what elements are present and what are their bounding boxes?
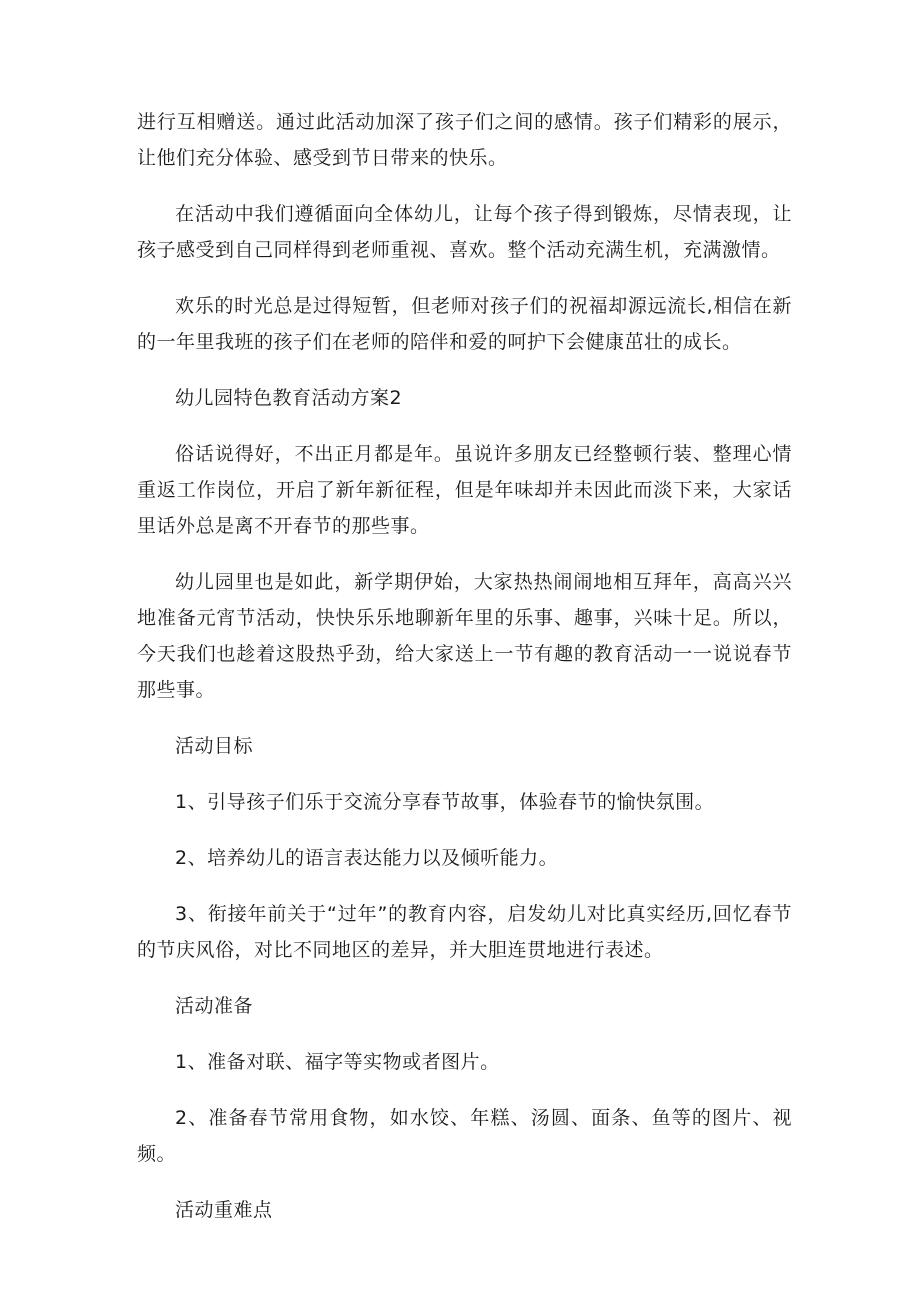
heading-key-difficulties: 活动重难点 <box>175 1199 273 1221</box>
paragraph-1: 进行互相赠送。通过此活动加深了孩子们之间的感情。孩子们精彩的展示，让他们充分体验、感受到节日带来的快乐。 <box>137 111 792 169</box>
list-item-goal-1: 1、引导孩子们乐于交流分享春节故事，体验春节的愉快氛围。 <box>175 791 715 813</box>
section-title: 幼儿园特色教育活动方案2 <box>175 387 403 409</box>
document-body <box>137 104 792 1248</box>
list-item-prep-1: 1、准备对联、福字等实物或者图片。 <box>175 1051 500 1073</box>
heading-activity-goals: 活动目标 <box>175 735 254 757</box>
paragraph-3: 欢乐的时光总是过得短暂，但老师对孩子们的祝福却源远流长,相信在新的一年里我班的孩子们在老师的陪伴和爱的呵护下会健康茁壮的成长。 <box>137 295 792 353</box>
list-item-prep-2: 2、准备春节常用食物，如水饺、年糕、汤圆、面条、鱼等的图片、视频。 <box>137 1107 792 1165</box>
paragraph-5: 幼儿园里也是如此，新学期伊始，大家热热闹闹地相互拜年，高高兴兴地准备元宵节活动，快快乐乐地聊新年里的乐事、趣事，兴味十足。所以，今天我们也趁着这股热乎劲，给大家送上一节有趣的教育活动一一说说春节那些事。 <box>137 571 792 701</box>
list-item-goal-3: 3、衔接年前关于“过年”的教育内容，启发幼儿对比真实经历,回忆春节的节庆风俗，对比不同地区的差异，并大胆连贯地进行表述。 <box>137 903 792 961</box>
heading-activity-preparation: 活动准备 <box>175 995 254 1017</box>
paragraph-2: 在活动中我们遵循面向全体幼儿，让每个孩子得到锻炼，尽情表现，让孩子感受到自己同样得到老师重视、喜欢。整个活动充满生机，充满激情。 <box>137 203 792 261</box>
list-item-goal-2: 2、培养幼儿的语言表达能力以及倾听能力。 <box>175 847 559 869</box>
paragraph-4: 俗话说得好，不出正月都是年。虽说许多朋友已经整顿行装、整理心情重返工作岗位，开启了新年新征程，但是年味却并未因此而淡下来，大家话里话外总是离不开春节的那些事。 <box>137 443 792 537</box>
